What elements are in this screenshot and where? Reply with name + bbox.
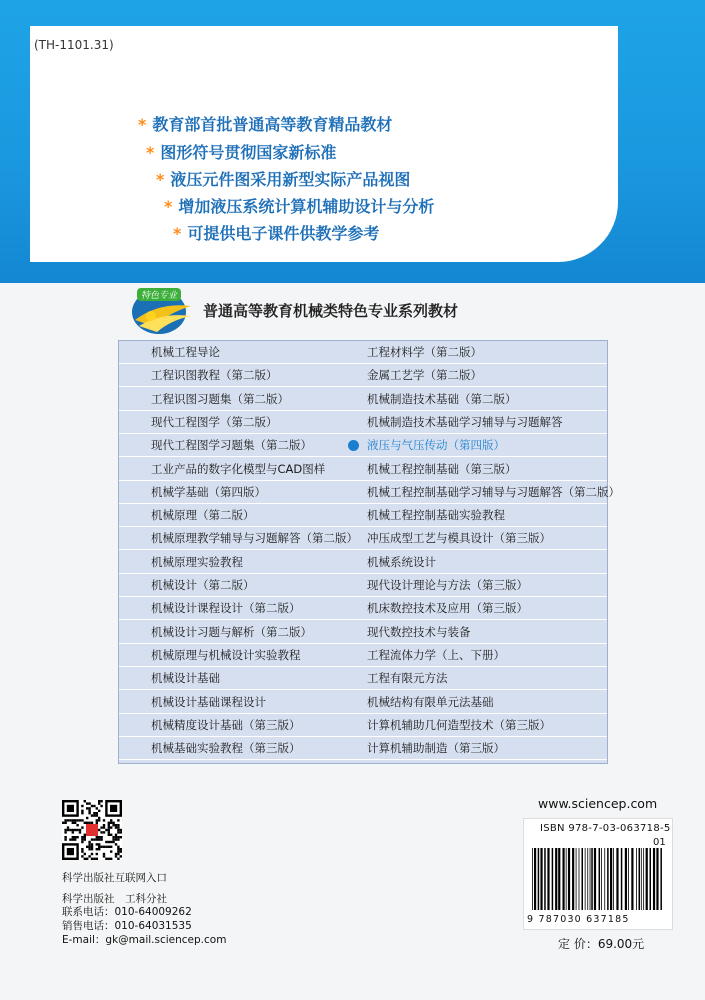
book-title: 机械原理教学辅导与习题解答（第二版）	[151, 531, 358, 546]
book-title: 机械工程导论	[151, 345, 220, 359]
table-row	[119, 481, 620, 504]
series-title: 普通高等教育机械类特色专业系列教材	[203, 302, 459, 320]
book-title: 工程有限元方法	[367, 671, 448, 686]
book-title: 机械基础实验教程（第三版）	[151, 741, 301, 756]
book-title: 工程识图习题集（第二版）	[151, 391, 289, 406]
table-row	[119, 691, 607, 714]
sales-phone: 销售电话：010-64031535	[62, 920, 192, 932]
table-row	[119, 621, 607, 644]
book-title: 机械原理实验教程	[151, 554, 243, 569]
book-title: 计算机辅助几何造型技术（第三版）	[367, 717, 551, 732]
feature-item: * 教育部首批普通高等教育精品教材	[138, 115, 393, 134]
book-title: 机床数控技术及应用（第三版）	[367, 601, 528, 616]
table-row	[119, 341, 607, 364]
publisher-portal: 科学出版社互联网入口	[62, 872, 167, 884]
book-title: 机械原理与机械设计实验教程	[151, 647, 301, 662]
feature-item: * 液压元件图采用新型实际产品视图	[156, 170, 411, 189]
barcode-digits: 9 787030 637185	[527, 914, 630, 925]
book-title: 金属工艺学（第二版）	[367, 368, 482, 383]
table-row	[119, 574, 607, 597]
table-row	[119, 714, 607, 737]
feature-item: * 可提供电子课件供教学参考	[173, 224, 380, 243]
star-icon: *	[164, 197, 173, 216]
table-row	[119, 527, 607, 550]
table-row	[119, 458, 607, 481]
table-row	[119, 551, 607, 574]
book-title: 工程识图教程（第二版）	[151, 368, 278, 383]
book-title: 机械学基础（第四版）	[151, 484, 266, 499]
book-title: 工程流体力学（上、下册）	[367, 647, 505, 662]
book-title: 液压与气压传动（第四版）	[367, 438, 505, 453]
book-title: 机械结构有限单元法基础	[367, 694, 494, 709]
star-icon: *	[138, 115, 147, 134]
svg-text:特色专业: 特色专业	[140, 291, 178, 301]
isbn: ISBN 978-7-03-063718-5	[540, 823, 671, 834]
book-title: 现代工程图学（第二版）	[151, 414, 278, 429]
price: 定 价：69.00元	[558, 937, 645, 951]
book-title: 计算机辅助制造（第三版）	[367, 741, 505, 756]
star-icon: *	[146, 143, 155, 162]
book-title: 机械设计基础	[151, 671, 220, 686]
table-row	[119, 388, 607, 411]
book-title: 机械设计课程设计（第二版）	[151, 601, 301, 616]
publisher-dept: 科学出版社 工科分社	[62, 893, 167, 905]
table-row	[119, 411, 607, 434]
star-icon: *	[156, 170, 165, 189]
book-title: 机械工程控制基础（第三版）	[367, 461, 517, 476]
book-title: 机械设计（第二版）	[151, 578, 255, 592]
book-title: 工业产品的数字化模型与CAD图样	[151, 461, 326, 476]
cover-code: (TH-1101.31)	[34, 38, 114, 52]
contact-phone: 联系电话：010-64009262	[62, 906, 192, 918]
website-url: www.sciencep.com	[538, 796, 658, 811]
book-title: 机械系统设计	[367, 554, 436, 569]
book-title: 现代数控技术与装备	[367, 624, 471, 639]
table-row	[119, 667, 607, 690]
book-title: 机械工程控制基础实验教程	[367, 508, 505, 523]
book-title: 工程材料学（第二版）	[367, 345, 482, 359]
qr-code-icon	[62, 800, 122, 860]
table-row	[119, 597, 607, 620]
book-title: 机械制造技术基础（第二版）	[367, 391, 517, 406]
highlight-dot-icon	[348, 440, 359, 451]
book-title: 机械精度设计基础（第三版）	[151, 717, 301, 732]
table-row	[119, 644, 607, 667]
series-logo-icon	[131, 282, 193, 336]
feature-item: * 图形符号贯彻国家新标准	[146, 143, 337, 162]
table-row	[119, 364, 607, 387]
table-row	[119, 434, 607, 457]
book-title: 机械设计习题与解析（第二版）	[151, 624, 312, 639]
barcode-icon	[530, 848, 668, 912]
table-row	[119, 504, 607, 527]
book-title: 机械设计基础课程设计	[151, 694, 266, 709]
book-title: 现代工程图学习题集（第二版）	[151, 438, 312, 453]
book-title: 机械工程控制基础学习辅导与习题解答（第二版）	[367, 484, 620, 499]
book-list	[118, 340, 620, 764]
book-title: 现代设计理论与方法（第三版）	[367, 578, 528, 592]
email: E-mail：gk@mail.sciencep.com	[62, 934, 227, 946]
table-row	[119, 737, 607, 760]
book-title: 机械制造技术基础学习辅导与习题解答	[367, 414, 563, 429]
star-icon: *	[173, 224, 182, 243]
book-title: 冲压成型工艺与模具设计（第三版）	[367, 531, 551, 546]
book-title: 机械原理（第二版）	[151, 508, 255, 523]
barcode-addon: 01	[653, 837, 666, 848]
feature-item: * 增加液压系统计算机辅助设计与分析	[164, 197, 435, 216]
